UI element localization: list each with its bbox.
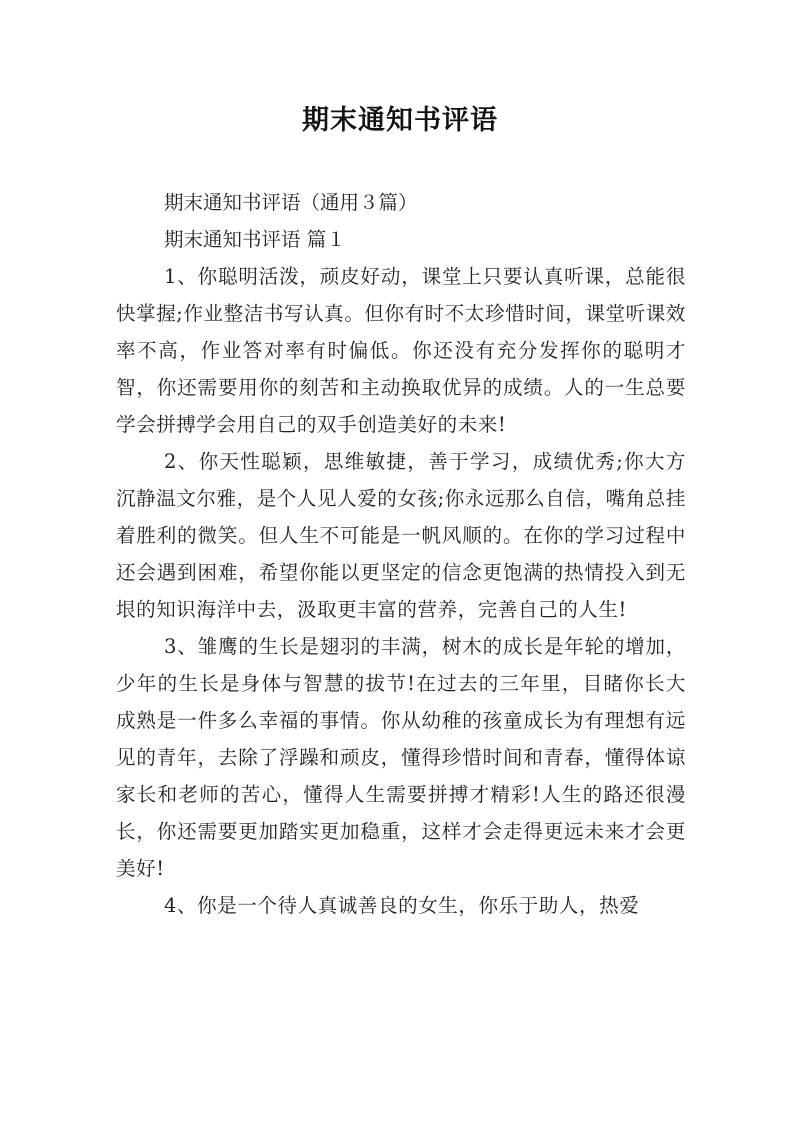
paragraph-3: 3、雏鹰的生长是翅羽的丰满，树木的成长是年轮的增加，少年的生长是身体与智慧的拔节!在过去的三年里，目睹你长大成熟是一件多么幸福的事情。你从幼稚的孩童成长为有理想有远见的青年，去除了浮躁和顽皮，懂得珍惜时间和青春，懂得体谅家长和老师的苦心，懂得人生需要拼搏才精彩!人生的路还很漫长，你还需要更加踏实更加稳重，这样才会走得更远未来才会更美好!: [116, 635, 686, 880]
document-title: 期末通知书评语: [302, 105, 498, 136]
document-body: [116, 184, 686, 924]
document-subtitle: 期末通知书评语（通用３篇）: [164, 191, 418, 214]
section-heading: 期末通知书评语 篇１: [164, 228, 346, 251]
paragraph-1: 1、你聪明活泼，顽皮好动，课堂上只要认真听课，总能很快掌握;作业整洁书写认真。但你有时不太珍惜时间，课堂听课效率不高，作业答对率有时偏低。你还没有充分发挥你的聪明才智，你还需要用你的刻苦和主动换取优异的成绩。人的一生总要学会拼搏学会用自己的双手创造美好的未来!: [116, 265, 686, 436]
paragraph-2: 2、你天性聪颖，思维敏捷，善于学习，成绩优秀;你大方沉静温文尔雅，是个人见人爱的女孩;你永远那么自信，嘴角总挂着胜利的微笑。但人生不可能是一帆风顺的。在你的学习过程中还会遇到困难，希望你能以更坚定的信念更饱满的热情投入到无垠的知识海洋中去，汲取更丰富的营养，完善自己的人生!: [116, 450, 686, 621]
paragraph-4: 4、你是一个待人真诚善良的女生，你乐于助人，热爱: [164, 894, 640, 917]
